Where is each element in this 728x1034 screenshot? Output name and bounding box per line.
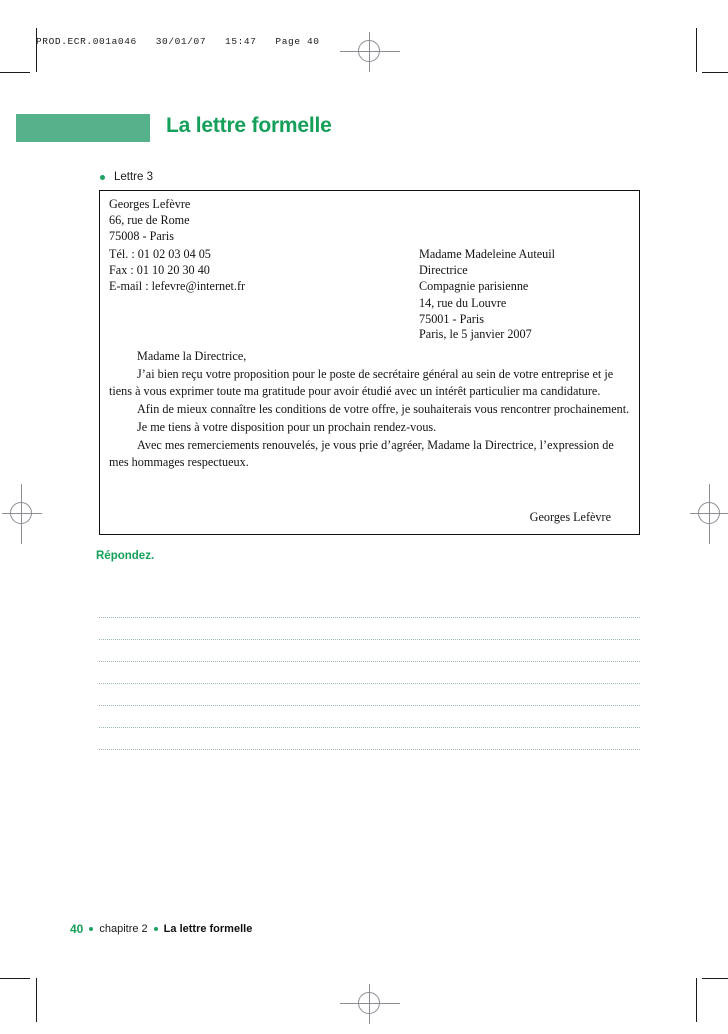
recipient-street: 14, rue du Louvre bbox=[419, 295, 507, 310]
page-title: La lettre formelle bbox=[166, 114, 332, 137]
answer-line[interactable] bbox=[99, 728, 640, 750]
crop-mark-top-right-vertical bbox=[696, 28, 697, 72]
crop-mark-top-right-horizontal bbox=[702, 72, 728, 73]
letter-signature: Georges Lefèvre bbox=[529, 510, 611, 524]
footer-page-number: 40 bbox=[70, 922, 84, 936]
exercise-label: Lettre 3 bbox=[114, 171, 153, 183]
bullet-icon bbox=[89, 927, 93, 931]
sender-contact-block bbox=[109, 246, 245, 295]
sender-name: Georges Lefèvre bbox=[109, 197, 191, 211]
registration-mark-right bbox=[680, 484, 728, 544]
sender-email: E-mail : lefevre@internet.fr bbox=[109, 279, 246, 294]
exercise-heading bbox=[100, 171, 153, 183]
letter-paragraph: Avec mes remerciements renouvelés, je vous prie d’agréer, Madame la Directrice, l’expression de mes hommages respectueux. bbox=[109, 438, 614, 469]
answer-line[interactable] bbox=[99, 640, 640, 662]
recipient-name: Madame Madeleine Auteuil bbox=[419, 247, 556, 261]
footer-chapter: chapitre 2 bbox=[99, 923, 148, 935]
instruction-label: Répondez. bbox=[96, 550, 155, 562]
sender-city: 75008 - Paris bbox=[109, 229, 174, 244]
sender-fax: Fax : 01 10 20 30 40 bbox=[109, 263, 210, 278]
sender-address-block bbox=[109, 196, 190, 245]
crop-mark-bottom-left-vertical bbox=[36, 978, 37, 1022]
footer-chapter-title: La lettre formelle bbox=[163, 923, 253, 935]
bullet-icon bbox=[100, 175, 105, 180]
letter-example-box bbox=[99, 190, 640, 535]
registration-mark-ring bbox=[10, 502, 32, 524]
registration-mark-ring bbox=[698, 502, 720, 524]
answer-line[interactable] bbox=[99, 596, 640, 618]
answer-line[interactable] bbox=[99, 706, 640, 728]
answer-line[interactable] bbox=[99, 662, 640, 684]
crop-mark-top-left-vertical bbox=[36, 28, 37, 72]
crop-mark-bottom-right-vertical bbox=[696, 978, 697, 1022]
letter-paragraph: Je me tiens à votre disposition pour un prochain rendez-vous. bbox=[137, 420, 437, 435]
letter-paragraph: Afin de mieux connaître les conditions de votre offre, je souhaiterais vous rencontrer prochainement. bbox=[137, 401, 630, 416]
answer-lines-area[interactable] bbox=[99, 596, 640, 750]
letter-paragraph: J’ai bien reçu votre proposition pour le poste de secrétaire général au sein de votre entreprise et je tiens à vous exprimer toute ma gratitude pour avoir étudié avec un intérêt particulier ma candidature. bbox=[109, 367, 614, 398]
answer-line[interactable] bbox=[99, 618, 640, 640]
registration-mark-bottom bbox=[340, 974, 400, 1034]
crop-mark-bottom-right-horizontal bbox=[702, 978, 728, 979]
crop-mark-top-left-horizontal bbox=[0, 72, 30, 73]
page-footer bbox=[70, 922, 252, 936]
recipient-city: 75001 - Paris bbox=[419, 311, 484, 326]
running-head: PROD.ECR.001a046 30/01/07 15:47 Page 40 bbox=[36, 36, 320, 47]
registration-mark-ring bbox=[358, 40, 380, 62]
answer-line[interactable] bbox=[99, 684, 640, 706]
title-color-band bbox=[16, 114, 150, 142]
letter-dateline: Paris, le 5 janvier 2007 bbox=[419, 327, 532, 341]
letter-body bbox=[109, 348, 632, 472]
registration-mark-top bbox=[340, 22, 400, 82]
crop-mark-bottom-left-horizontal bbox=[0, 978, 30, 979]
sender-phone: Tél. : 01 02 03 04 05 bbox=[109, 247, 211, 261]
recipient-role: Directrice bbox=[419, 263, 468, 278]
registration-mark-ring bbox=[358, 992, 380, 1014]
letter-salutation: Madame la Directrice, bbox=[137, 349, 247, 363]
sender-street: 66, rue de Rome bbox=[109, 213, 190, 228]
recipient-company: Compagnie parisienne bbox=[419, 279, 529, 294]
recipient-address-block bbox=[419, 246, 555, 327]
bullet-icon bbox=[154, 927, 158, 931]
registration-mark-left bbox=[0, 484, 52, 544]
